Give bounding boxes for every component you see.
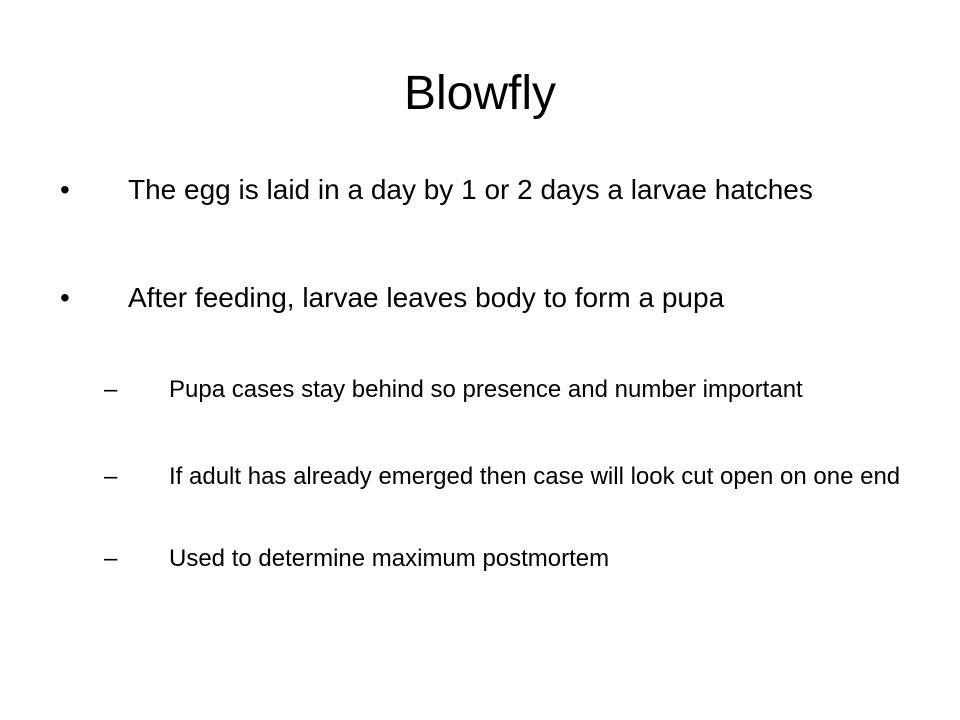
sub-bullet-marker: – <box>104 376 118 403</box>
sub-bullet-item <box>104 542 919 576</box>
bullet-marker: • <box>60 174 70 205</box>
sub-bullet-text: If adult has already emerged then case will look cut open on one end <box>169 463 901 490</box>
bullet-text: After feeding, larvae leaves body to form a pupa <box>128 282 725 313</box>
bullet-text: The egg is laid in a day by 1 or 2 days a larvae hatches <box>128 174 813 205</box>
sub-bullet-item <box>104 373 919 407</box>
sub-bullet-marker: – <box>104 545 118 572</box>
sub-bullet-item <box>104 460 919 494</box>
bullet-marker: • <box>60 282 70 313</box>
bullet-item <box>60 278 918 318</box>
sub-bullet-text: Pupa cases stay behind so presence and number important <box>169 376 803 403</box>
bullet-item <box>60 170 918 210</box>
slide-title: Blowfly <box>403 67 557 120</box>
sub-bullet-marker: – <box>104 463 118 490</box>
sub-bullet-text: Used to determine maximum postmortem <box>169 545 610 572</box>
